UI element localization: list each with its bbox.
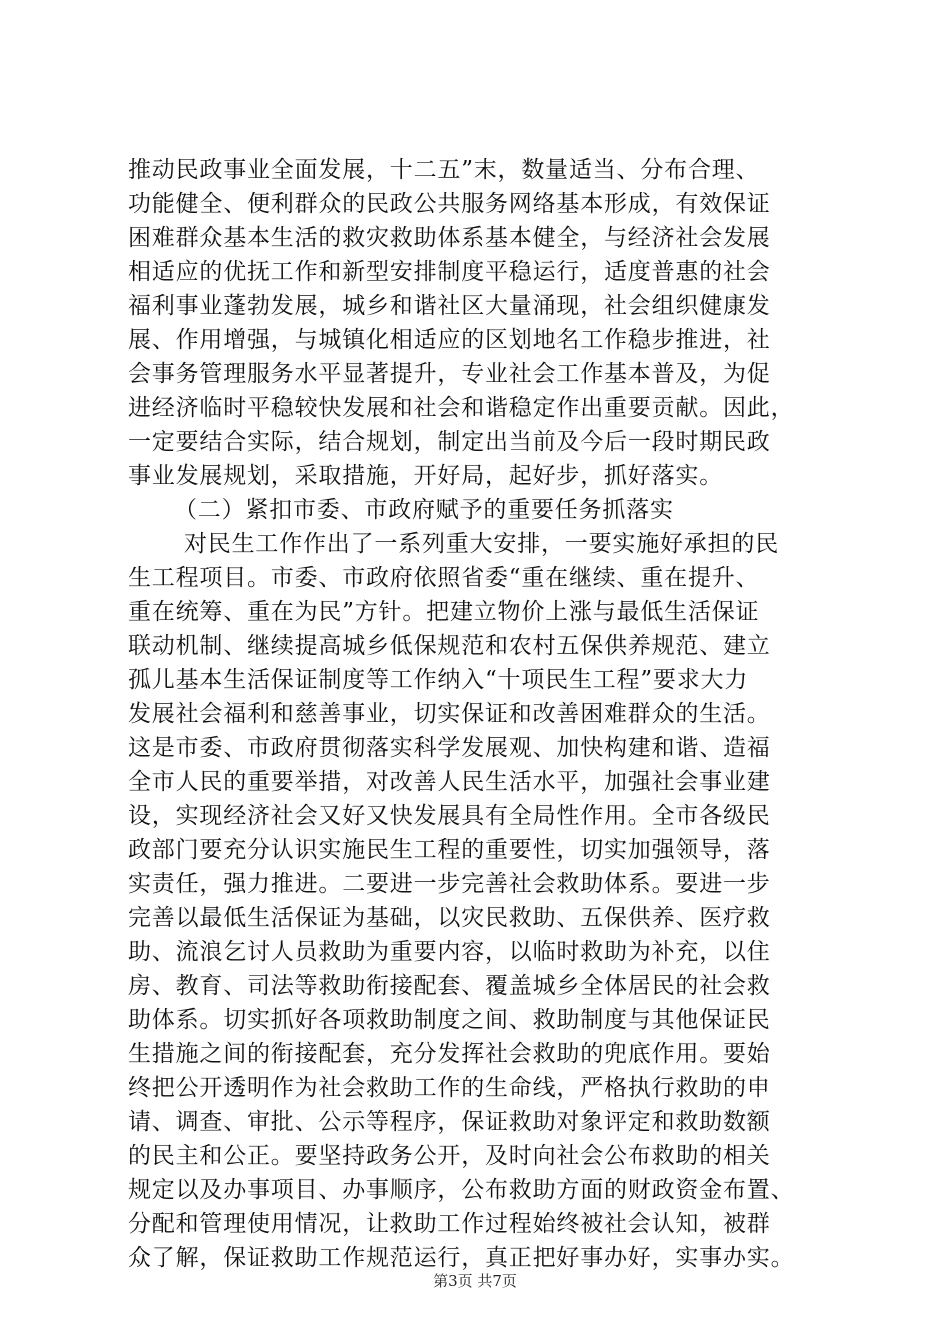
paragraph-line: 实责任，强力推进。二要进一步完善社会救助体系。要进一步	[128, 871, 771, 897]
paragraph-line: 展、作用增强，与城镇化相适应的区划地名工作稳步推进，社	[128, 327, 771, 353]
paragraph-line: 联动机制、继续提高城乡低保规范和农村五保供养规范、建立	[128, 633, 771, 659]
paragraph-line: 发展社会福利和慈善事业，切实保证和改善困难群众的生活。	[128, 701, 771, 727]
paragraph-line: 全市人民的重要举措，对改善人民生活水平，加强社会事业建	[128, 769, 771, 795]
paragraph-line: 完善以最低生活保证为基础，以灾民救助、五保供养、医疗救	[128, 905, 771, 931]
paragraph-line: 功能健全、便利群众的民政公共服务网络基本形成，有效保证	[128, 191, 771, 217]
paragraph-line: 事业发展规划，采取措施，开好局，起好步，抓好落实。	[128, 463, 723, 489]
paragraph-line: 重在统筹、重在为民”方针。把建立物价上涨与最低生活保证	[128, 599, 760, 625]
paragraph-line: 规定以及办事项目、办事顺序，公布救助方面的财政资金布置、	[128, 1177, 795, 1203]
paragraph-line: 分配和管理使用情况，让救助工作过程始终被社会认知，被群	[128, 1211, 771, 1237]
paragraph-line: 生工程项目。市委、市政府依照省委“重在继续、重在提升、	[128, 565, 760, 591]
paragraph-line: 助、流浪乞讨人员救助为重要内容，以临时救助为补充，以住	[128, 939, 771, 965]
section-heading: （二）紧扣市委、市政府赋予的重要任务抓落实	[174, 497, 674, 523]
paragraph-line: 相适应的优抚工作和新型安排制度平稳运行，适度普惠的社会	[128, 259, 771, 285]
paragraph-line: 政部门要充分认识实施民生工程的重要性，切实加强领导，落	[128, 837, 771, 863]
paragraph-line: 困难群众基本生活的救灾救助体系基本健全，与经济社会发展	[128, 225, 771, 251]
paragraph-line: 请、调查、审批、公示等程序，保证救助对象评定和救助数额	[128, 1109, 771, 1135]
paragraph-line: 设，实现经济社会又好又快发展具有全局性作用。全市各级民	[128, 803, 771, 829]
paragraph-line: 终把公开透明作为社会救助工作的生命线，严格执行救助的申	[128, 1075, 771, 1101]
paragraph-line: 孤儿基本生活保证制度等工作纳入“十项民生工程”要求大力	[128, 667, 749, 693]
page-number-footer: 第3页 共7页	[433, 1272, 517, 1290]
paragraph-line: 一定要结合实际，结合规划，制定出当前及今后一段时期民政	[128, 429, 771, 455]
paragraph-line: 助体系。切实抓好各项救助制度之间、救助制度与其他保证民	[128, 1007, 771, 1033]
document-body	[128, 153, 828, 1275]
paragraph-line: 这是市委、市政府贯彻落实科学发展观、加快构建和谐、造福	[128, 735, 771, 761]
paragraph-line: 会事务管理服务水平显著提升，专业社会工作基本普及，为促	[128, 361, 771, 387]
paragraph-line: 推动民政事业全面发展，十二五”末，数量适当、分布合理、	[128, 157, 760, 183]
paragraph-line: 的民主和公正。要坚持政务公开，及时向社会公布救助的相关	[128, 1143, 771, 1169]
paragraph-line: 众了解，保证救助工作规范运行，真正把好事办好，实事办实。	[128, 1245, 795, 1271]
paragraph-line: 房、教育、司法等救助衔接配套、覆盖城乡全体居民的社会救	[128, 973, 771, 999]
paragraph-line: 进经济临时平稳较快发展和社会和谐稳定作出重要贡献。因此，	[128, 395, 795, 421]
paragraph-line: 对民生工作作出了一系列重大安排，一要实施好承担的民	[184, 531, 779, 557]
paragraph-line: 福利事业蓬勃发展，城乡和谐社区大量涌现，社会组织健康发	[128, 293, 771, 319]
paragraph-line: 生措施之间的衔接配套，充分发挥社会救助的兜底作用。要始	[128, 1041, 771, 1067]
